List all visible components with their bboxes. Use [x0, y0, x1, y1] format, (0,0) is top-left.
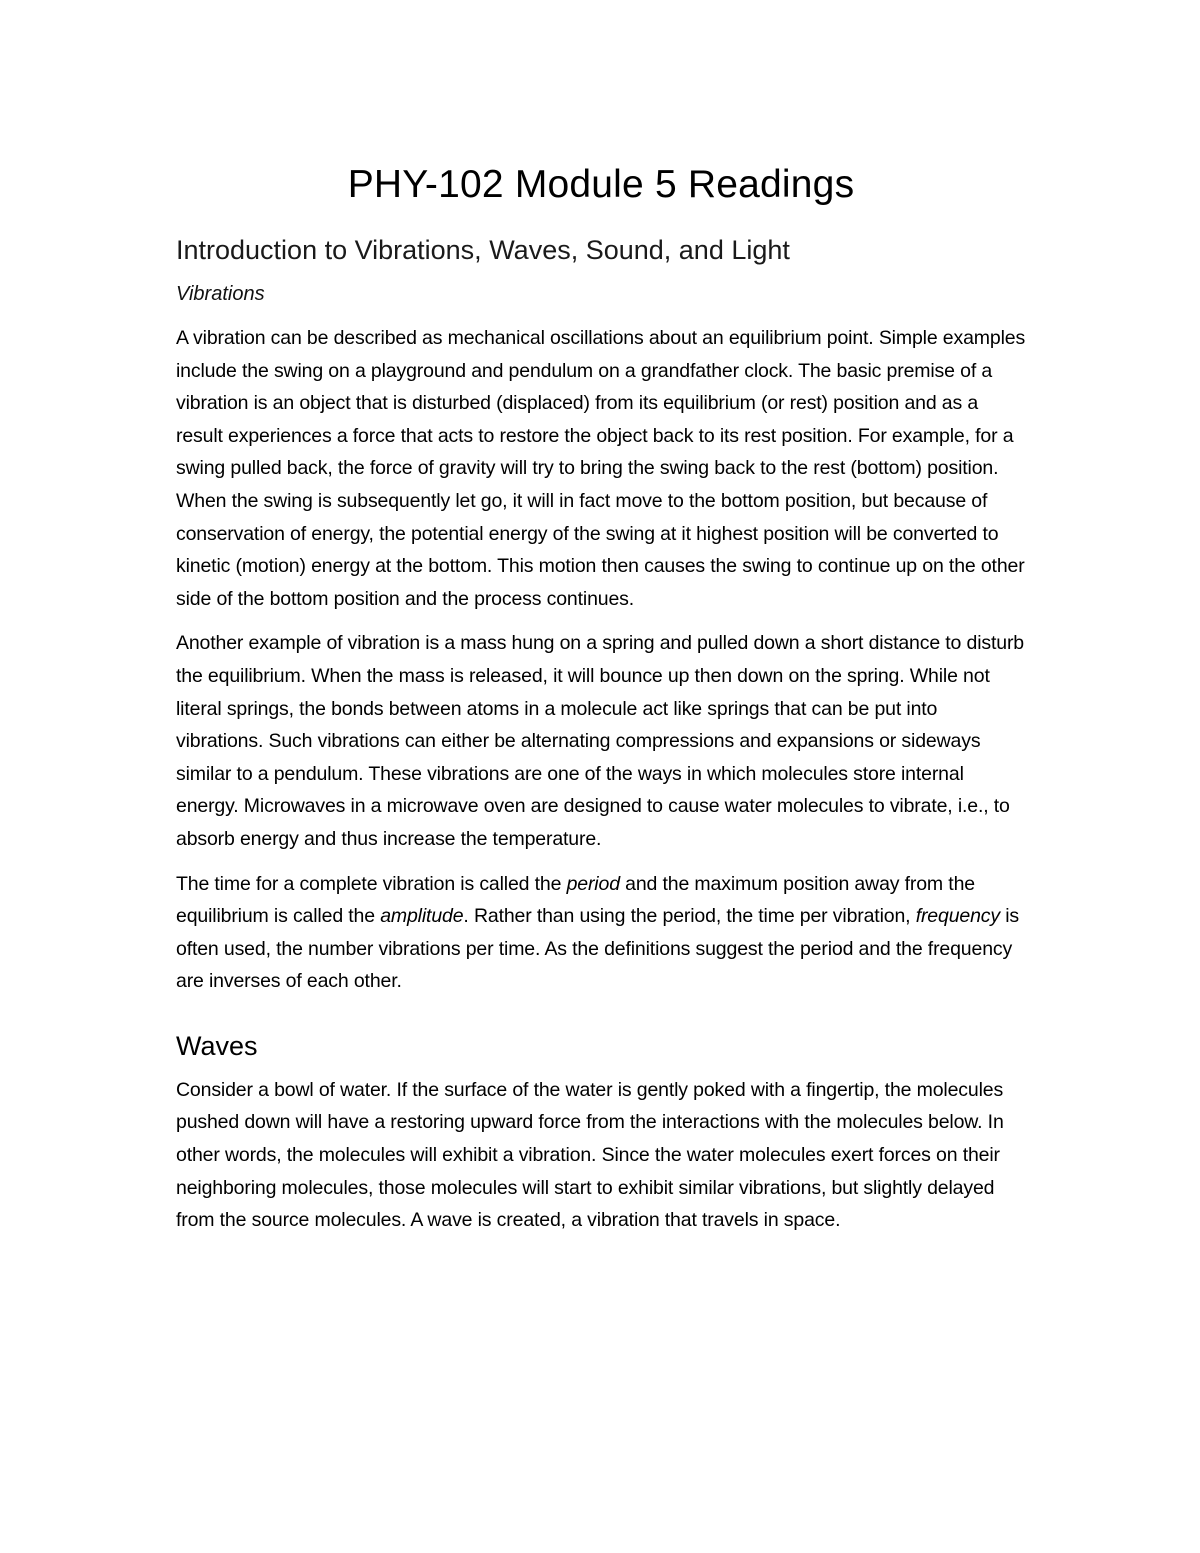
subsection-heading-vibrations: Vibrations: [176, 283, 265, 305]
paragraph-period-amplitude-frequency: [176, 868, 1026, 998]
section-heading-introduction: Introduction to Vibrations, Waves, Sound, and Light: [176, 235, 790, 265]
section-spacer: [176, 1010, 1026, 1028]
paragraph-vibration-spring-example: Another example of vibration is a mass hung on a spring and pulled down a short distance to disturb the equilibrium. When the mass is released, it will bounce up then down on the spring. While not literal springs, the bonds between atoms in a molecule act like springs that can be put into vibrations. Such vibrations can either be alternating compressions and expansions or sideways similar to a pendulum. These vibrations are one of the ways in which molecules store internal energy. Microwaves in a microwave oven are designed to cause water molecules to vibrate, i.e., to absorb energy and thus increase the temperature.: [176, 632, 1024, 850]
paragraph-vibration-definition: A vibration can be described as mechanical oscillations about an equilibrium point. Simple examples include the swing on a playground and pendulum on a grandfather clock. The basic premise of a vibration is an object that is disturbed (displaced) from its equilibrium (or rest) position and as a result experiences a force that acts to restore the object back to its rest position. For example, for a swing pulled back, the force of gravity will try to bring the swing back to the rest (bottom) position. When the swing is subsequently let go, it will in fact move to the bottom position, but because of conservation of energy, the potential energy of the swing at it highest position will be converted to kinetic (motion) energy at the bottom. This motion then causes the swing to continue up on the other side of the bottom position and the process continues.: [176, 327, 1026, 610]
paragraph-waves: Consider a bowl of water. If the surface of the water is gently poked with a fingertip, the molecules pushed down will have a restoring upward force from the interactions with the molecules below. In other words, the molecules will exhibit a vibration. Since the water molecules exert forces on their neighboring molecules, those molecules will start to exhibit similar vibrations, but slightly delayed from the source molecules. A wave is created, a vibration that travels in space.: [176, 1078, 1004, 1232]
section-heading-waves: Waves: [176, 1030, 258, 1061]
paragraph-period-text-3: . Rather than using the period, the time per vibration,: [463, 905, 916, 928]
term-amplitude: amplitude: [380, 905, 464, 928]
document-content: [176, 160, 1026, 1249]
term-frequency: frequency: [915, 905, 1000, 928]
paragraph-period-text-1: The time for a complete vibration is called the: [176, 872, 567, 895]
document-title: PHY-102 Module 5 Readings: [347, 163, 855, 206]
paragraph-period-text-4: is often used, the number vibrations per time. As the definitions suggest the period and the frequency are inverses of each other.: [176, 905, 1020, 993]
term-period: period: [566, 872, 620, 895]
paragraph-period-text-2: and the maximum position away from the equilibrium is called the: [176, 872, 975, 928]
